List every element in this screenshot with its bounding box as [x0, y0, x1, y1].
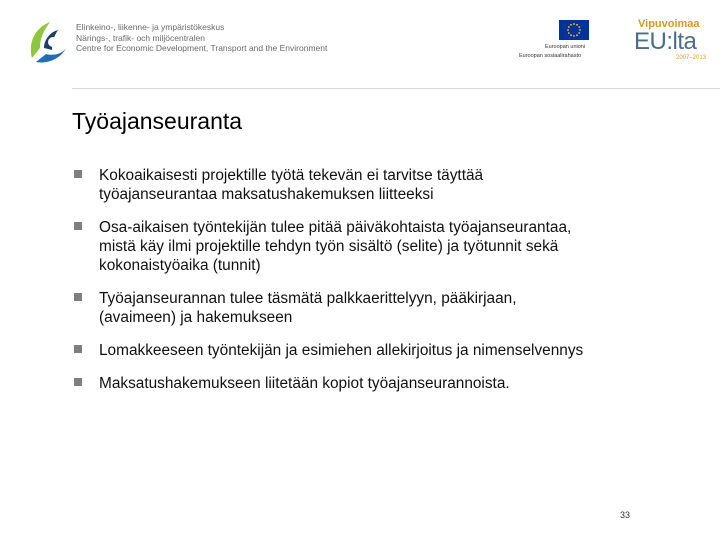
bullet-item	[72, 166, 672, 204]
bullet-line: Osa-aikaisen työntekijän tulee pitää päiväkohtaista työajanseurantaa,	[99, 219, 572, 236]
square-bullet-icon	[74, 293, 82, 301]
bullet-line: (avaimeen) ja hakemukseen	[99, 309, 293, 326]
bullet-line: Maksatushakemukseen liitetään kopiot työajanseurannoista.	[99, 375, 510, 392]
bullet-line: työajanseurantaa maksatushakemuksen liitteeksi	[99, 186, 434, 203]
ely-name-english: Centre for Economic Development, Transport and the Environment	[76, 43, 328, 53]
vipuvoimaa-eu-text: EU:lta	[634, 28, 697, 55]
ely-name-finnish: Elinkeino-, liikenne- ja ympäristökeskus	[76, 22, 225, 32]
header-divider	[72, 88, 720, 89]
bullet-line: Kokoaikaisesti projektille työtä tekevän ei tarvitse täyttää	[99, 167, 484, 184]
eu-caption-union: Euroopan unioni	[545, 44, 586, 50]
bullet-line: Työajanseurannan tulee täsmätä palkkaerittelyyn, pääkirjaan,	[99, 290, 517, 307]
square-bullet-icon	[74, 170, 82, 178]
vipuvoimaa-years: 2007–2013	[676, 55, 707, 61]
bullet-item	[72, 218, 672, 275]
ely-centre-logo-icon	[26, 18, 70, 66]
slide-header	[0, 0, 720, 80]
bullet-item	[72, 374, 672, 393]
bullet-line: kokonaistyöaika (tunnit)	[99, 257, 261, 274]
square-bullet-icon	[74, 222, 82, 230]
bullet-line: Lomakkeeseen työntekijän ja esimiehen allekirjoitus ja nimenselvennys	[99, 342, 584, 359]
bullet-list	[72, 166, 672, 407]
eu-caption-social-fund: Euroopan sosiaalirahasto	[519, 53, 582, 59]
eu-flag-icon	[559, 20, 589, 40]
bullet-item	[72, 289, 672, 327]
vipuvoimaa-logo	[630, 18, 710, 66]
ely-name-swedish: Närings-, trafik- och miljöcentralen	[76, 32, 205, 43]
bullet-item	[72, 341, 672, 360]
page-number: 33	[620, 510, 631, 520]
square-bullet-icon	[74, 345, 82, 353]
ely-centre-name	[76, 22, 327, 54]
slide-title: Työajanseuranta	[72, 108, 243, 134]
vipuvoimaa-title: Vipuvoimaa	[638, 18, 700, 30]
bullet-line: mistä käy ilmi projektille tehdyn työn sisältö (selite) ja työtunnit sekä	[99, 238, 559, 255]
square-bullet-icon	[74, 378, 82, 386]
